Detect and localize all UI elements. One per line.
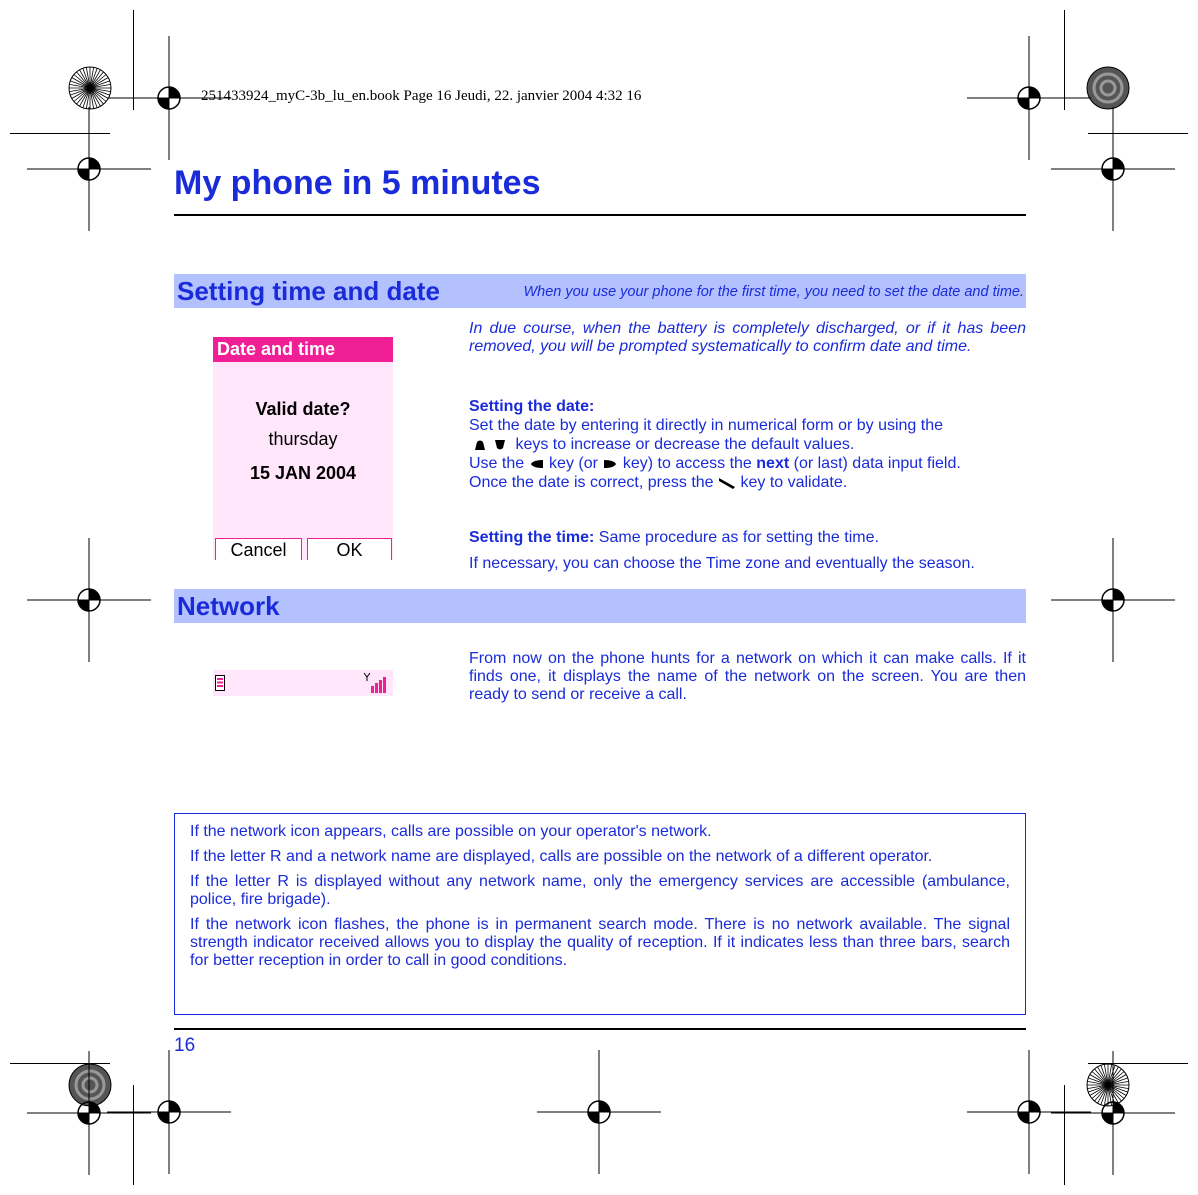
section-title: Network	[177, 591, 280, 621]
date-heading: Setting the date:	[469, 398, 595, 415]
crosshair-target-icon	[1043, 99, 1183, 239]
ok-softkey: OK	[307, 538, 392, 560]
date-text: (or last) data input field.	[793, 455, 961, 472]
info-paragraph: If the letter R and a network name are displayed, calls are possible on the network of a different operator.	[190, 848, 933, 865]
info-paragraph: If the network icon appears, calls are possible on your operator's network.	[190, 823, 712, 840]
timezone-text: If necessary, you can choose the Time zone and eventually the season.	[469, 555, 975, 572]
battery-icon	[215, 675, 225, 691]
section-title: Setting time and date	[177, 276, 440, 306]
network-paragraph: From now on the phone hunts for a network on which it can make calls. If it finds one, it displays the name of the network on the screen. You are then ready to send or receive a call.	[469, 650, 1026, 703]
date-text: key (or	[549, 455, 598, 472]
right-key-icon	[602, 458, 618, 470]
date-text-next: next	[756, 455, 790, 472]
time-text: Same procedure as for setting the time.	[598, 529, 879, 546]
date-text: key to validate.	[740, 474, 848, 491]
section-subtitle: When you use your phone for the first time, you need to set the date and time.	[523, 284, 1024, 300]
date-text: key) to access the	[622, 455, 752, 472]
crosshair-target-icon	[19, 530, 159, 670]
info-paragraph: If the network icon flashes, the phone is in permanent search mode. There is no network available. The signal strength indicator received allows you to display the quality of reception. If it indicates less than three bars, search for better reception in order to call in good conditions.	[190, 916, 1010, 969]
cancel-softkey: Cancel	[215, 538, 302, 560]
date-text: Use the	[469, 455, 525, 472]
date-text: Set the date by entering it directly in numerical form or by using the	[469, 417, 944, 434]
left-key-icon	[529, 458, 545, 470]
info-paragraph: If the letter R is displayed without any network name, only the emergency services are accessible (ambulance, police, fire brigade).	[190, 873, 1010, 908]
time-heading: Setting the time:	[469, 529, 595, 546]
footer-divider	[174, 1028, 1026, 1030]
intro-paragraph: In due course, when the battery is completely discharged, or if it has been removed, you will be prompted systematically to confirm date and time.	[469, 320, 1026, 355]
phone-screen-title: Date and time	[213, 337, 393, 362]
phone-screen-date	[213, 337, 393, 560]
time-instructions	[469, 529, 879, 547]
crosshair-target-icon	[1043, 530, 1183, 670]
file-header: 251433924_myC-3b_lu_en.book Page 16 Jeudi, 22. janvier 2004 4:32 16	[201, 88, 642, 104]
crosshair-target-icon	[99, 1042, 239, 1182]
validate-key-icon	[718, 477, 736, 489]
up-key-icon	[473, 439, 487, 451]
date-text: keys to increase or decrease the default values.	[515, 436, 855, 453]
page-number: 16	[174, 1035, 196, 1056]
crosshair-target-icon	[529, 1042, 669, 1182]
phone-status-bar	[213, 670, 393, 696]
signal-strength-icon	[363, 672, 389, 694]
section-header-time	[174, 274, 1026, 308]
info-box	[174, 813, 1026, 1015]
crosshair-target-icon	[959, 1042, 1099, 1182]
date-instructions	[469, 416, 1026, 492]
title-divider	[174, 214, 1026, 216]
phone-screen-date: 15 JAN 2004	[249, 463, 357, 483]
page-title: My phone in 5 minutes	[174, 164, 541, 202]
date-text: Once the date is correct, press the	[469, 474, 714, 491]
phone-screen-prompt: Valid date?	[255, 399, 351, 419]
phone-screen-day: thursday	[268, 429, 338, 449]
crosshair-target-icon	[19, 99, 159, 239]
down-key-icon	[493, 439, 507, 451]
section-header-network	[174, 589, 1026, 623]
